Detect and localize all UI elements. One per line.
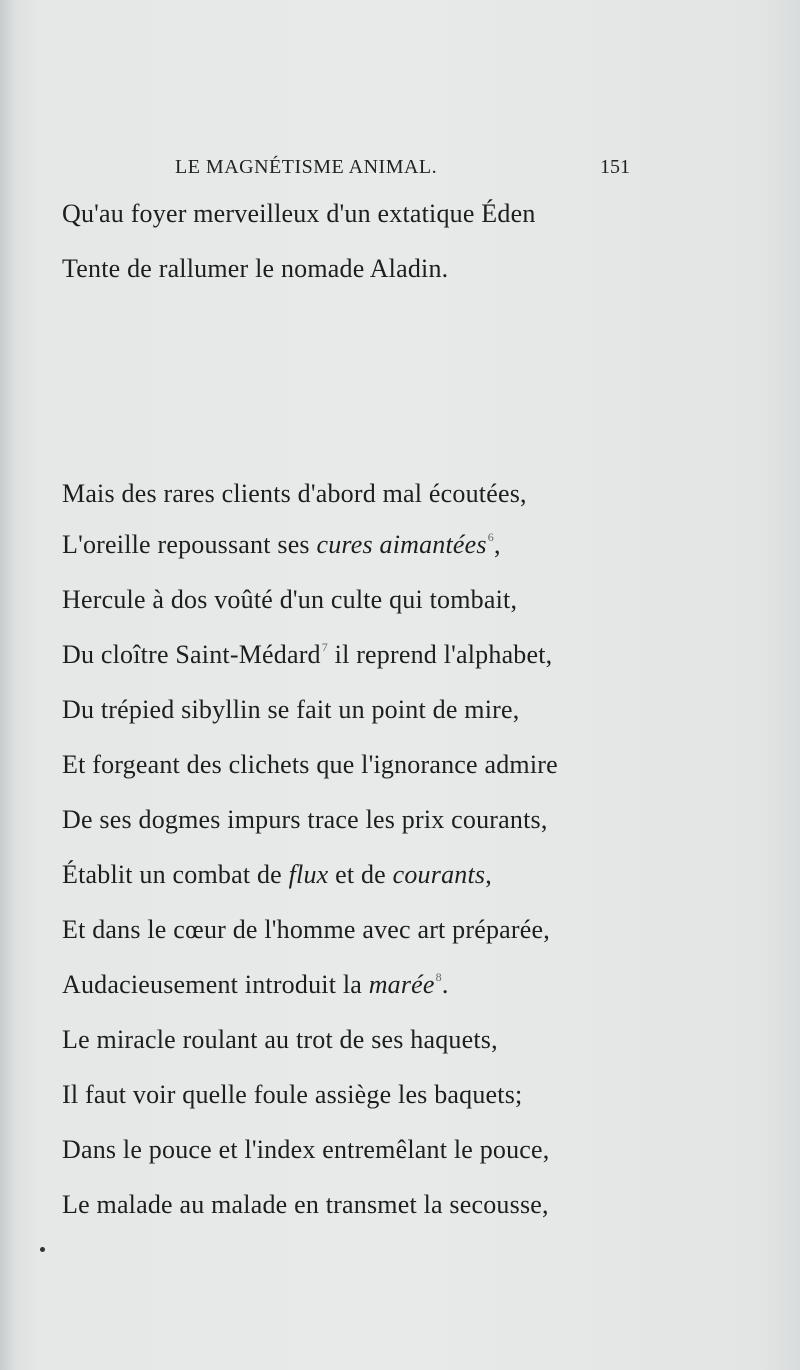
page-edge-shadow — [0, 0, 14, 1370]
verse-line: Hercule à dos voûté d'un culte qui tombait, — [62, 585, 518, 614]
verse-line: Dans le pouce et l'index entremêlant le pouce, — [62, 1135, 550, 1164]
italic-term: marée — [368, 970, 435, 999]
verse-line: Établit un combat de flux et de courants, — [62, 860, 492, 889]
verse-line: Il faut voir quelle foule assiège les baquets; — [62, 1080, 523, 1109]
running-head: LE MAGNÉTISME ANIMAL. — [175, 156, 438, 178]
verse-line: Et dans le cœur de l'homme avec art préparée, — [62, 915, 550, 944]
page-header — [0, 156, 800, 186]
italic-term: courants — [392, 860, 486, 889]
verse-line: Qu'au foyer merveilleux d'un extatique Éden — [62, 199, 536, 228]
footnote-marker: 7 — [321, 640, 328, 654]
ink-spot — [40, 1247, 45, 1252]
verse-line: Et forgeant des clichets que l'ignorance admire — [62, 750, 558, 779]
verse-line: Tente de rallumer le nomade Aladin. — [62, 254, 449, 283]
verse-line: L'oreille repoussant ses cures aimantées$^6$, — [62, 530, 501, 559]
verse-line: Le malade au malade en transmet la secousse, — [62, 1190, 549, 1219]
footnote-marker: 6 — [487, 530, 494, 544]
verse-line: De ses dogmes impurs trace les prix courants, — [62, 805, 548, 834]
verse-line: Audacieusement introduit la marée$^8$. — [62, 970, 449, 999]
page-number: 151 — [600, 156, 630, 178]
verse-line: Du cloître Saint-Médard$^7$ il reprend l'alphabet, — [62, 640, 553, 669]
verse-line: Mais des rares clients d'abord mal écoutées, — [62, 479, 527, 508]
italic-term: cures aimantées — [316, 530, 487, 559]
footnote-marker: 8 — [435, 970, 442, 984]
verse-line: Le miracle roulant au trot de ses haquets, — [62, 1025, 498, 1054]
italic-term: flux — [288, 860, 329, 889]
verse-line: Du trépied sibyllin se fait un point de mire, — [62, 695, 520, 724]
